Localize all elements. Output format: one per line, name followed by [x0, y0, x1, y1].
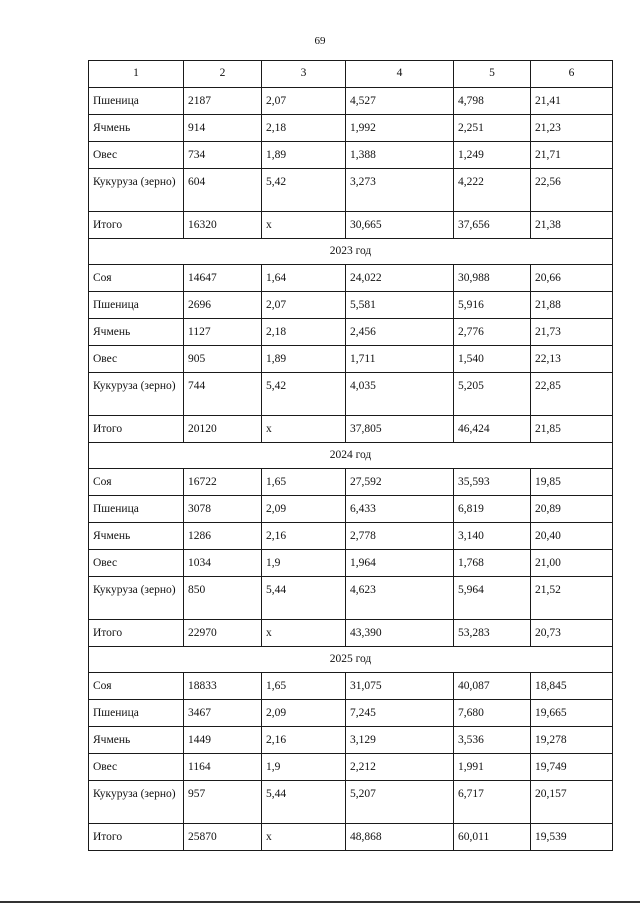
- table-cell: 1,89: [262, 142, 346, 169]
- table-row: [89, 727, 613, 754]
- table-cell: 2,18: [262, 115, 346, 142]
- table-row: [89, 142, 613, 169]
- table-cell: 22,56: [531, 169, 613, 212]
- table-row: [89, 212, 613, 239]
- crop-name-cell: Кукуруза (зерно): [89, 577, 184, 620]
- table-cell: 43,390: [346, 620, 454, 647]
- table-cell: 19,278: [531, 727, 613, 754]
- table-cell: 21,85: [531, 416, 613, 443]
- table-row: [89, 673, 613, 700]
- crop-name-cell: Овес: [89, 346, 184, 373]
- table-row: [89, 700, 613, 727]
- year-heading: 2025 год: [89, 647, 613, 673]
- table-cell: 18,845: [531, 673, 613, 700]
- table-cell: 2,16: [262, 523, 346, 550]
- table-row: [89, 292, 613, 319]
- table-cell: 21,88: [531, 292, 613, 319]
- table-cell: 37,805: [346, 416, 454, 443]
- crop-yield-table-container: [88, 60, 613, 851]
- table-cell: 21,52: [531, 577, 613, 620]
- table-cell: 21,00: [531, 550, 613, 577]
- table-cell: 6,433: [346, 496, 454, 523]
- table-cell: х: [262, 212, 346, 239]
- table-row: [89, 577, 613, 620]
- table-cell: 2,16: [262, 727, 346, 754]
- table-cell: х: [262, 416, 346, 443]
- table-cell: 1,768: [454, 550, 531, 577]
- page-number: 69: [314, 35, 326, 47]
- column-header: 3: [262, 61, 346, 88]
- table-cell: 1,9: [262, 754, 346, 781]
- table-cell: 40,087: [454, 673, 531, 700]
- table-cell: 1,540: [454, 346, 531, 373]
- crop-name-cell: Пшеница: [89, 496, 184, 523]
- table-row: [89, 169, 613, 212]
- year-section-row: [89, 647, 613, 673]
- table-cell: 1,65: [262, 673, 346, 700]
- table-row: [89, 346, 613, 373]
- table-cell: 1286: [184, 523, 262, 550]
- table-cell: 1,89: [262, 346, 346, 373]
- table-cell: 35,593: [454, 469, 531, 496]
- table-cell: 5,42: [262, 373, 346, 416]
- crop-name-cell: Овес: [89, 142, 184, 169]
- table-cell: 1,711: [346, 346, 454, 373]
- table-cell: 18833: [184, 673, 262, 700]
- table-cell: 53,283: [454, 620, 531, 647]
- crop-name-cell: Итого: [89, 824, 184, 851]
- table-header-row: [89, 61, 613, 88]
- crop-name-cell: Кукуруза (зерно): [89, 373, 184, 416]
- table-cell: 20,66: [531, 265, 613, 292]
- table-cell: 22,85: [531, 373, 613, 416]
- column-header: 6: [531, 61, 613, 88]
- table-cell: 3,536: [454, 727, 531, 754]
- table-cell: 5,581: [346, 292, 454, 319]
- crop-name-cell: Ячмень: [89, 523, 184, 550]
- table-cell: 4,623: [346, 577, 454, 620]
- table-row: [89, 88, 613, 115]
- table-cell: 2,251: [454, 115, 531, 142]
- page-bottom-rule: [0, 901, 640, 903]
- table-cell: 2,09: [262, 496, 346, 523]
- crop-name-cell: Ячмень: [89, 115, 184, 142]
- table-cell: 1,249: [454, 142, 531, 169]
- table-cell: 27,592: [346, 469, 454, 496]
- year-heading: 2024 год: [89, 443, 613, 469]
- year-heading: 2023 год: [89, 239, 613, 265]
- crop-name-cell: Соя: [89, 673, 184, 700]
- crop-name-cell: Кукуруза (зерно): [89, 169, 184, 212]
- table-cell: 22970: [184, 620, 262, 647]
- crop-name-cell: Ячмень: [89, 727, 184, 754]
- table-cell: 20,157: [531, 781, 613, 824]
- table-cell: 3,129: [346, 727, 454, 754]
- crop-name-cell: Пшеница: [89, 700, 184, 727]
- table-cell: 1,991: [454, 754, 531, 781]
- column-header: 2: [184, 61, 262, 88]
- table-cell: х: [262, 824, 346, 851]
- table-cell: 19,665: [531, 700, 613, 727]
- table-cell: 914: [184, 115, 262, 142]
- table-cell: 21,41: [531, 88, 613, 115]
- table-cell: 5,964: [454, 577, 531, 620]
- crop-name-cell: Соя: [89, 469, 184, 496]
- table-cell: 21,38: [531, 212, 613, 239]
- table-row: [89, 115, 613, 142]
- table-cell: 5,42: [262, 169, 346, 212]
- table-row: [89, 496, 613, 523]
- table-cell: 1449: [184, 727, 262, 754]
- table-cell: 957: [184, 781, 262, 824]
- table-cell: 30,988: [454, 265, 531, 292]
- column-header: 1: [89, 61, 184, 88]
- table-cell: 4,035: [346, 373, 454, 416]
- table-cell: 25870: [184, 824, 262, 851]
- crop-name-cell: Овес: [89, 550, 184, 577]
- table-cell: 31,075: [346, 673, 454, 700]
- table-cell: 30,665: [346, 212, 454, 239]
- crop-name-cell: Итого: [89, 212, 184, 239]
- table-cell: 60,011: [454, 824, 531, 851]
- table-cell: 5,207: [346, 781, 454, 824]
- table-cell: 2,456: [346, 319, 454, 346]
- table-cell: 7,680: [454, 700, 531, 727]
- table-cell: 7,245: [346, 700, 454, 727]
- table-cell: 734: [184, 142, 262, 169]
- table-cell: 2,09: [262, 700, 346, 727]
- crop-yield-table: [88, 60, 613, 851]
- crop-name-cell: Ячмень: [89, 319, 184, 346]
- table-cell: 20,40: [531, 523, 613, 550]
- table-cell: 1,64: [262, 265, 346, 292]
- table-cell: 2,778: [346, 523, 454, 550]
- table-cell: 850: [184, 577, 262, 620]
- column-header: 5: [454, 61, 531, 88]
- table-cell: 24,022: [346, 265, 454, 292]
- table-cell: 21,73: [531, 319, 613, 346]
- crop-name-cell: Кукуруза (зерно): [89, 781, 184, 824]
- table-row: [89, 265, 613, 292]
- table-cell: 6,717: [454, 781, 531, 824]
- table-cell: 6,819: [454, 496, 531, 523]
- table-cell: 4,222: [454, 169, 531, 212]
- table-cell: 2,07: [262, 88, 346, 115]
- table-cell: 3078: [184, 496, 262, 523]
- table-row: [89, 523, 613, 550]
- table-cell: 5,205: [454, 373, 531, 416]
- table-row: [89, 416, 613, 443]
- table-cell: 37,656: [454, 212, 531, 239]
- table-row: [89, 824, 613, 851]
- crop-name-cell: Соя: [89, 265, 184, 292]
- table-cell: 905: [184, 346, 262, 373]
- table-cell: 20,73: [531, 620, 613, 647]
- table-cell: 21,23: [531, 115, 613, 142]
- crop-name-cell: Итого: [89, 620, 184, 647]
- table-cell: 2,212: [346, 754, 454, 781]
- table-cell: 1,65: [262, 469, 346, 496]
- table-cell: 16320: [184, 212, 262, 239]
- table-row: [89, 469, 613, 496]
- table-cell: 19,85: [531, 469, 613, 496]
- table-cell: 4,527: [346, 88, 454, 115]
- table-cell: х: [262, 620, 346, 647]
- table-row: [89, 319, 613, 346]
- table-cell: 2696: [184, 292, 262, 319]
- table-cell: 4,798: [454, 88, 531, 115]
- table-cell: 1164: [184, 754, 262, 781]
- table-cell: 3467: [184, 700, 262, 727]
- table-cell: 46,424: [454, 416, 531, 443]
- column-header: 4: [346, 61, 454, 88]
- table-cell: 16722: [184, 469, 262, 496]
- table-cell: 14647: [184, 265, 262, 292]
- table-cell: 1,9: [262, 550, 346, 577]
- table-cell: 2,07: [262, 292, 346, 319]
- table-cell: 604: [184, 169, 262, 212]
- table-cell: 19,539: [531, 824, 613, 851]
- table-cell: 1,964: [346, 550, 454, 577]
- crop-name-cell: Пшеница: [89, 292, 184, 319]
- table-cell: 21,71: [531, 142, 613, 169]
- table-cell: 1,388: [346, 142, 454, 169]
- table-cell: 48,868: [346, 824, 454, 851]
- table-row: [89, 781, 613, 824]
- crop-name-cell: Итого: [89, 416, 184, 443]
- table-cell: 1,992: [346, 115, 454, 142]
- table-cell: 19,749: [531, 754, 613, 781]
- table-cell: 5,916: [454, 292, 531, 319]
- year-section-row: [89, 443, 613, 469]
- table-row: [89, 754, 613, 781]
- table-cell: 2,776: [454, 319, 531, 346]
- table-body: [89, 88, 613, 851]
- table-row: [89, 620, 613, 647]
- table-row: [89, 550, 613, 577]
- table-cell: 1127: [184, 319, 262, 346]
- crop-name-cell: Пшеница: [89, 88, 184, 115]
- year-section-row: [89, 239, 613, 265]
- table-cell: 22,13: [531, 346, 613, 373]
- table-cell: 1034: [184, 550, 262, 577]
- table-cell: 3,140: [454, 523, 531, 550]
- table-cell: 20120: [184, 416, 262, 443]
- table-cell: 2,18: [262, 319, 346, 346]
- crop-name-cell: Овес: [89, 754, 184, 781]
- table-cell: 3,273: [346, 169, 454, 212]
- table-cell: 5,44: [262, 781, 346, 824]
- table-row: [89, 373, 613, 416]
- table-cell: 2187: [184, 88, 262, 115]
- table-cell: 744: [184, 373, 262, 416]
- table-cell: 5,44: [262, 577, 346, 620]
- table-cell: 20,89: [531, 496, 613, 523]
